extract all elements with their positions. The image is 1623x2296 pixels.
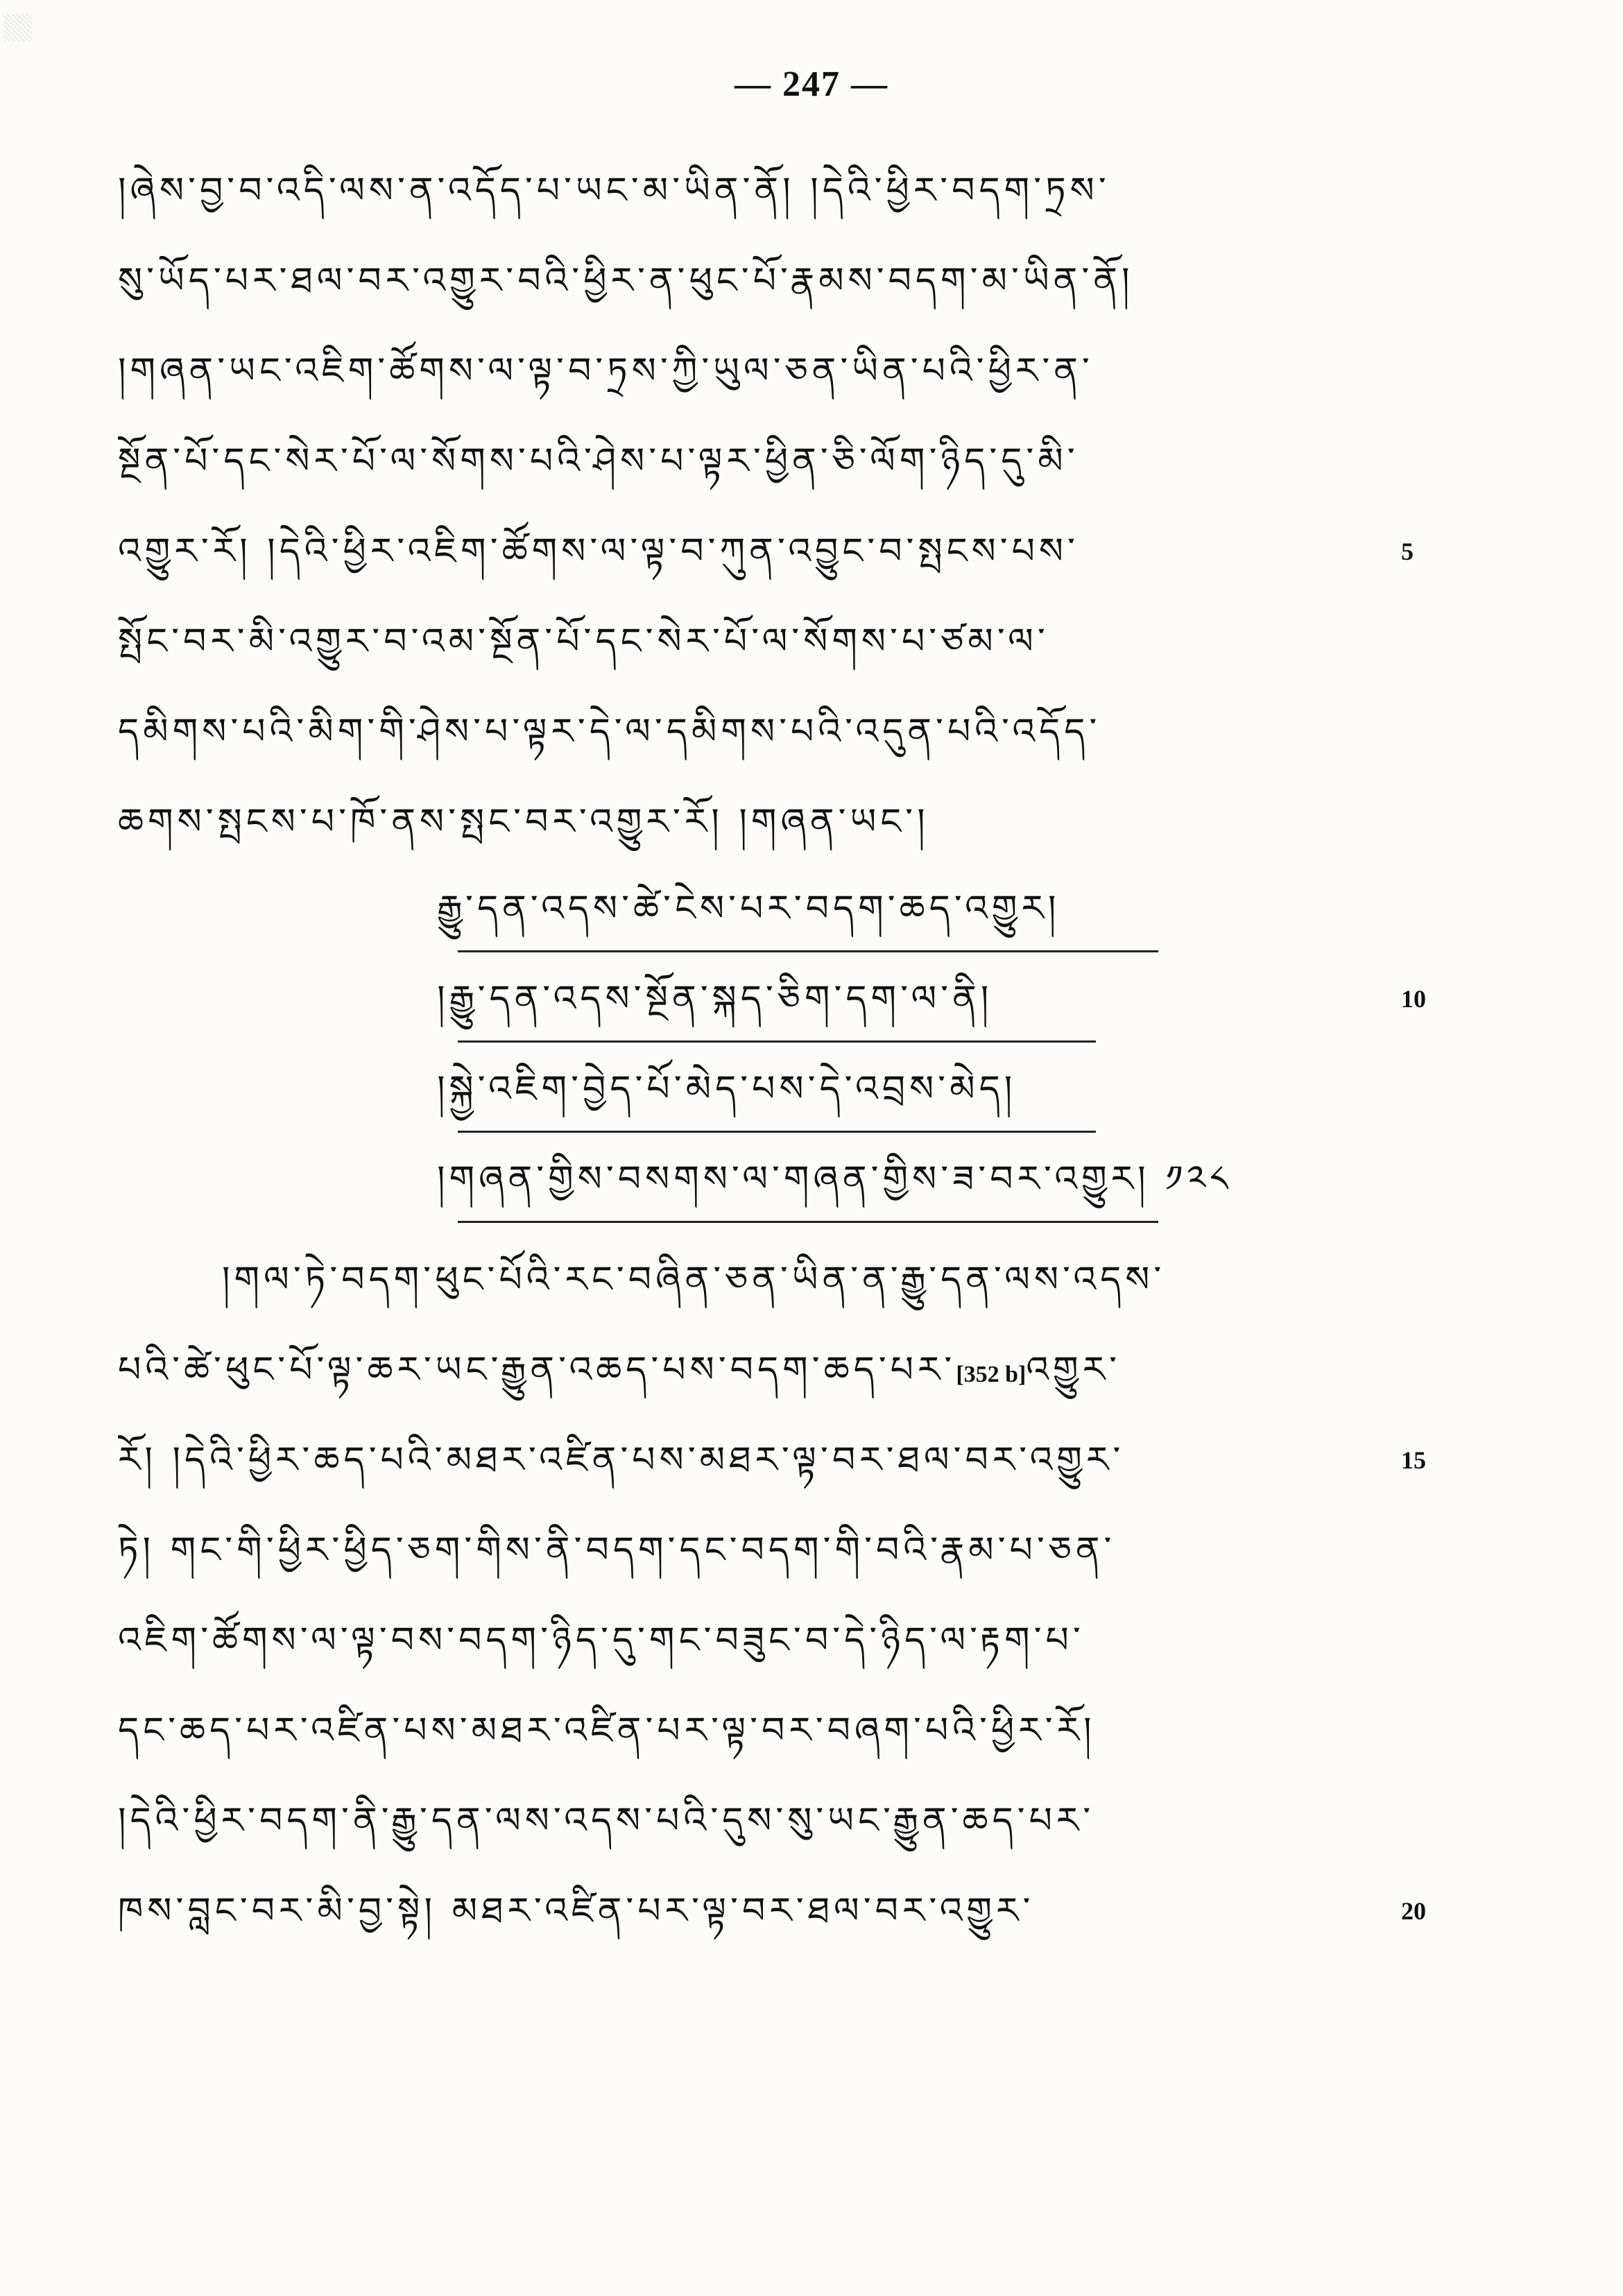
text-line-8: ཆགས་སྤངས་པ་ཁོ་ནས་སྤང་བར་འགྱུར་རོ། །གཞན་ཡང་། bbox=[118, 801, 929, 843]
text-segment: འགྱུར་ bbox=[1026, 1349, 1122, 1391]
verse-underline bbox=[458, 1040, 1096, 1043]
text-line-14: རོ། །དེའི་ཕྱིར་ཆད་པའི་མཐར་འཛིན་པས་མཐར་ལྟ་བར་ཐལ་བར་འགྱུར་ bbox=[118, 1439, 1125, 1481]
verse-underline bbox=[458, 950, 1158, 952]
line-number-10: 10 bbox=[1401, 985, 1426, 1013]
verse-line-3: །སྐྱེ་འཇིག་བྱེད་པོ་མེད་པས་དེ་འབྲས་མེད། bbox=[437, 1068, 1017, 1110]
text-line-13 bbox=[118, 1325, 1387, 1415]
verse-text: །གཞན་གྱིས་བསགས་ལ་གཞན་གྱིས་ཟ་བར་འགྱུར། bbox=[437, 1158, 1150, 1200]
text-line-16: འཇིག་ཚོགས་ལ་ལྟ་བས་བདག་ཉིད་དུ་གང་བཟུང་བ་དེ་ཉིད་ལ་རྟག་པ་ bbox=[118, 1620, 1085, 1661]
verse-line-1: རྒྱུ་དན་འདས་ཚེ་ངེས་པར་བདག་ཆད་འགྱུར། bbox=[437, 888, 1060, 929]
text-line-6: སྤོང་བར་མི་འགྱུར་བ་འམ་སྔོན་པོ་དང་སེར་པོ་ལ་སོགས་པ་ཙམ་ལ་ bbox=[118, 621, 1049, 662]
text-segment: པའི་ཚེ་ཕུང་པོ་ལྟ་ཆར་ཡང་རྒྱུན་འཆད་པས་བདག་ཆད་པར་ bbox=[118, 1349, 956, 1391]
line-number-5: 5 bbox=[1401, 538, 1414, 565]
verse-line-2: །རྒྱུ་དན་འདས་སྔོན་སྐད་ཅིག་དག་ལ་ནི། bbox=[437, 978, 993, 1020]
text-line-12: །གལ་ཏེ་བདག་ཕུང་པོའི་རང་བཞིན་ཅན་ཡིན་ན་རྒྱུ་དན་ལས་འདས་ bbox=[222, 1259, 1166, 1301]
text-line-3: །གཞན་ཡང་འཇིག་ཚོགས་ལ་ལྟ་བ་ཏྲས་ཀྱི་ཡུལ་ཅན་ཡིན་པའི་ཕྱིར་ན་ bbox=[118, 350, 1094, 392]
text-line-4: སྔོན་པོ་དང་སེར་པོ་ལ་སོགས་པའི་ཤེས་པ་ལྟར་ཕྱིན་ཅི་ལོག་ཉིད་དུ་མི་ bbox=[118, 440, 1079, 482]
line-number-20: 20 bbox=[1401, 1897, 1426, 1925]
verse-line-4 bbox=[437, 1138, 1235, 1221]
page-number: — 247 — bbox=[735, 65, 888, 104]
text-line-19: ཁས་བླང་བར་མི་བྱ་སྟེ། མཐར་འཛིན་པར་ལྟ་བར་ཐལ་བར་འགྱུར་ bbox=[118, 1890, 1035, 1932]
verse-underline bbox=[458, 1221, 1158, 1223]
text-line-5: འགྱུར་རོ། །དེའི་ཕྱིར་འཇིག་ཚོགས་ལ་ལྟ་བ་ཀུན་འབྱུང་བ་སྤངས་པས་ bbox=[118, 531, 1079, 572]
text-line-7: དམིགས་པའི་མིག་གི་ཤེས་པ་ལྟར་དེ་ལ་དམིགས་པའི་འདུན་པའི་འདོད་ bbox=[118, 711, 1101, 753]
text-line-18: །དེའི་ཕྱིར་བདག་ནི་རྒྱུ་དན་ལས་འདས་པའི་དུས་སུ་ཡང་རྒྱུན་ཆད་པར་ bbox=[118, 1800, 1095, 1842]
verse-underline bbox=[458, 1131, 1096, 1133]
text-line-2: སུ་ཡོད་པར་ཐལ་བར་འགྱུར་བའི་ཕྱིར་ན་ཕུང་པོ་རྣམས་བདག་མ་ཡིན་ནོ། bbox=[118, 260, 1134, 302]
scan-artifact bbox=[4, 14, 32, 42]
text-line-1: །ཞེས་བྱ་བ་འདི་ལས་ན་འདོད་པ་ཡང་མ་ཡིན་ནོ། །དེའི་ཕྱིར་བདག་ཏྲས་ bbox=[118, 170, 1110, 212]
folio-marker: [352 b] bbox=[956, 1362, 1027, 1387]
text-line-17: དང་ཆད་པར་འཛིན་པས་མཐར་འཛིན་པར་ལྟ་བར་བཞག་པའི་ཕྱིར་རོ། bbox=[118, 1710, 1096, 1751]
text-line-15: ཏེ། གང་གི་ཕྱིར་ཕྱིད་ཅག་གིས་ནི་བདག་དང་བདག་གི་བའི་རྣམ་པ་ཅན་ bbox=[118, 1530, 1116, 1571]
line-number-15: 15 bbox=[1401, 1446, 1426, 1474]
verse-number: ༡༢༨ bbox=[1165, 1158, 1233, 1200]
